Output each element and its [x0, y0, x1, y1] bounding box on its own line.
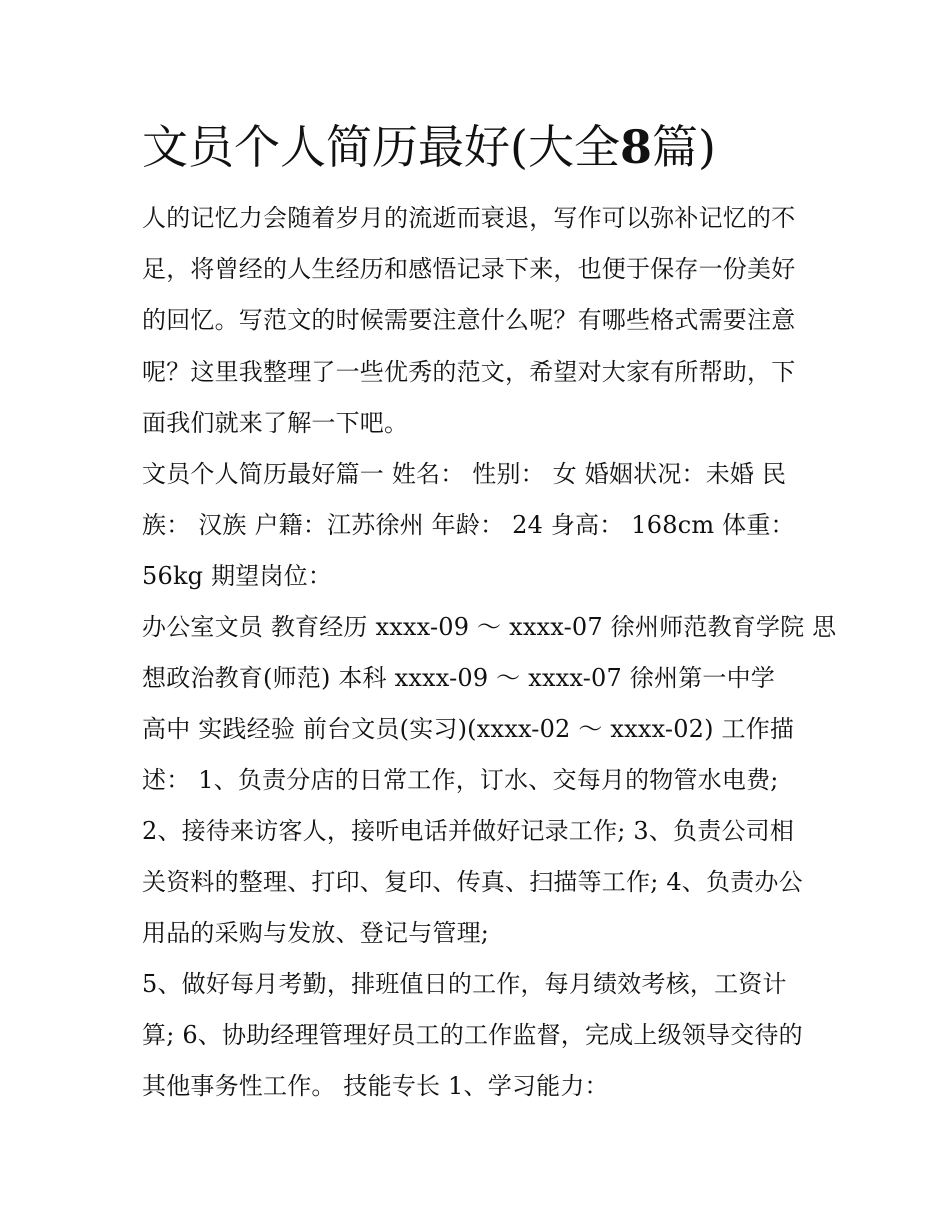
paragraph-line: 足，将曾经的人生经历和感悟记录下来，也便于保存一份美好 [142, 255, 796, 283]
document-title [142, 112, 822, 182]
title-text: 文员个人简历最好(大全 [142, 120, 620, 174]
paragraph-line: 呢？这里我整理了一些优秀的范文，希望对大家有所帮助，下 [142, 358, 796, 386]
title-suffix: 篇) [651, 120, 716, 174]
paragraph-line: 其他事务性工作。 技能专长 1、学习能力： [142, 1072, 609, 1100]
paragraph-line: 2、接待来访客人，接听电话并做好记录工作; 3、负责公司相 [142, 817, 795, 845]
paragraph-line: 关资料的整理、打印、复印、传真、扫描等工作; 4、负责办公 [142, 868, 803, 896]
paragraph-line: 办公室文员 教育经历 xxxx-09 ～ xxxx-07 徐州师范教育学院 思 [142, 613, 837, 641]
paragraph-line: 人的记忆力会随着岁月的流逝而衰退，写作可以弥补记忆的不 [142, 204, 796, 232]
paragraph-line: 族： 汉族 户籍：江苏徐州 年龄： 24 身高： 168cm 体重： [142, 511, 795, 539]
paragraph-line: 述： 1、负责分店的日常工作，订水、交每月的物管水电费; [142, 766, 779, 794]
paragraph-line: 用品的采购与发放、登记与管理; [142, 919, 490, 947]
paragraph-line: 56kg 期望岗位： [142, 562, 333, 590]
paragraph-line: 5、做好每月考勤，排班值日的工作，每月绩效考核，工资计 [142, 970, 787, 998]
paragraph-line: 面我们就来了解一下吧。 [142, 409, 409, 437]
paragraph-line: 高中 实践经验 前台文员(实习)(xxxx-02 ～ xxxx-02) 工作描 [142, 715, 795, 743]
title-number: 8 [619, 120, 652, 174]
paragraph-line: 文员个人简历最好篇一 姓名： 性别： 女 婚姻状况：未婚 民 [142, 460, 787, 488]
paragraph-line: 想政治教育(师范) 本科 xxxx-09 ～ xxxx-07 徐州第一中学 [142, 664, 776, 692]
paragraph-line: 算; 6、协助经理管理好员工的工作监督，完成上级领导交待的 [142, 1021, 803, 1049]
paragraph-line: 的回忆。写范文的时候需要注意什么呢？有哪些格式需要注意 [142, 306, 796, 334]
